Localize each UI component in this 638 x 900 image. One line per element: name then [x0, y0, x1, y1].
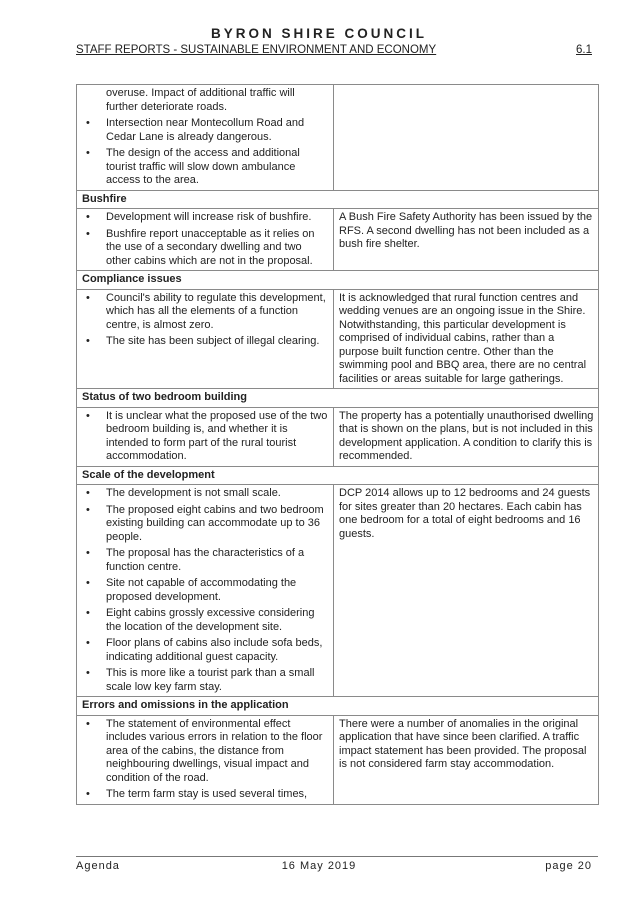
- response-text: The property has a potentially unauthorised dwelling that is shown on the plans, but is not included in this development application. A condition to clarify this is recommended.: [339, 409, 594, 462]
- response-cell: [334, 407, 599, 466]
- table-row: [77, 407, 599, 466]
- report-subtitle: STAFF REPORTS - SUSTAINABLE ENVIRONMENT AND ECONOMY: [76, 44, 437, 56]
- list-item: • It is unclear what the proposed use of the two bedroom building is, and whether it is intended to form part of the rural tourist accommodation.: [82, 410, 329, 464]
- list-item: • Floor plans of cabins also include sofa beds, indicating additional guest capacity.: [82, 637, 329, 664]
- list-item: • This is more like a tourist park than a small scale low key farm stay.: [82, 667, 329, 694]
- section-title: Bushfire: [77, 190, 599, 209]
- table-row: [77, 289, 599, 389]
- section-header-row: [77, 190, 599, 209]
- response-text: It is acknowledged that rural function centres and wedding venues are an ongoing issue in the Shire. Notwithstanding, this particular development is comprised of individual cabins, rather than a purpose built function centre. Other than the swimming pool and BBQ area, there are no central facilities or areas suitable for large gatherings.: [339, 291, 587, 385]
- section-title: Compliance issues: [77, 271, 599, 290]
- footer-divider: [76, 856, 598, 857]
- submissions-table: [76, 84, 599, 805]
- council-name: BYRON SHIRE COUNCIL: [210, 26, 427, 41]
- response-cell: [334, 485, 599, 697]
- section-header-row: [77, 271, 599, 290]
- response-cell: [334, 289, 599, 389]
- section-title: Errors and omissions in the application: [77, 697, 599, 716]
- issue-cell: [77, 407, 334, 466]
- issue-cell: [77, 289, 334, 389]
- section-title: Scale of the development: [77, 466, 599, 485]
- response-cell: [334, 715, 599, 804]
- response-text: There were a number of anomalies in the original application that have since been clarified. A traffic impact statement has been provided. The proposal is not considered farm stay accommodation.: [339, 717, 587, 770]
- response-text: DCP 2014 allows up to 12 bedrooms and 24 guests for sites greater than 20 hectares. Each cabin has one bedroom for a total of eight bedrooms and 16 guests.: [339, 487, 591, 540]
- table-row: [77, 715, 599, 804]
- list-item: • The site has been subject of illegal clearing.: [82, 335, 329, 349]
- section-number: 6.1: [576, 44, 592, 56]
- section-header-row: [77, 389, 599, 408]
- list-item: • Intersection near Montecollum Road and Cedar Lane is already dangerous.: [82, 117, 329, 144]
- table-row: [77, 85, 599, 191]
- list-item: • Site not capable of accommodating the proposed development.: [82, 577, 329, 604]
- list-item: • The design of the access and additional tourist traffic will slow down ambulance access to the area.: [82, 147, 329, 188]
- issue-cell: [77, 209, 334, 271]
- section-title: Status of two bedroom building: [77, 389, 599, 408]
- section-header-row: [77, 697, 599, 716]
- continuation-text: overuse. Impact of additional traffic will further deteriorate roads.: [106, 87, 295, 113]
- response-text: A Bush Fire Safety Authority has been issued by the RFS. A second dwelling has not been included as a bush fire shelter.: [339, 211, 593, 250]
- list-item: • Bushfire report unacceptable as it relies on the use of a secondary dwelling and two other cabins which are not in the proposal.: [82, 228, 329, 269]
- section-header-row: [77, 466, 599, 485]
- issue-cell: [77, 85, 334, 191]
- list-item: • Council's ability to regulate this development, which has all the elements of a function centre, is almost zero.: [82, 292, 329, 333]
- table-row: [77, 209, 599, 271]
- list-item: • The proposed eight cabins and two bedroom existing building can accommodate up to 36 people.: [82, 504, 329, 545]
- list-item: • The statement of environmental effect includes various errors in relation to the floor area of the cabins, the distance from neighbouring dwellings, visual impact and condition of the road.: [82, 718, 329, 786]
- table-row: [77, 485, 599, 697]
- footer-page: page 20: [545, 860, 592, 872]
- issue-cell: [77, 485, 334, 697]
- response-cell: [334, 209, 599, 271]
- footer-date: 16 May 2019: [281, 860, 357, 872]
- list-item: • Eight cabins grossly excessive considering the location of the development site.: [82, 607, 329, 634]
- footer-agenda: Agenda: [76, 860, 120, 872]
- list-item: • The term farm stay is used several times,: [82, 788, 329, 802]
- issue-cell: [77, 715, 334, 804]
- list-item: • Development will increase risk of bushfire.: [82, 211, 329, 225]
- list-item: • The development is not small scale.: [82, 487, 329, 501]
- response-cell: [334, 85, 599, 191]
- list-item: • The proposal has the characteristics of a function centre.: [82, 547, 329, 574]
